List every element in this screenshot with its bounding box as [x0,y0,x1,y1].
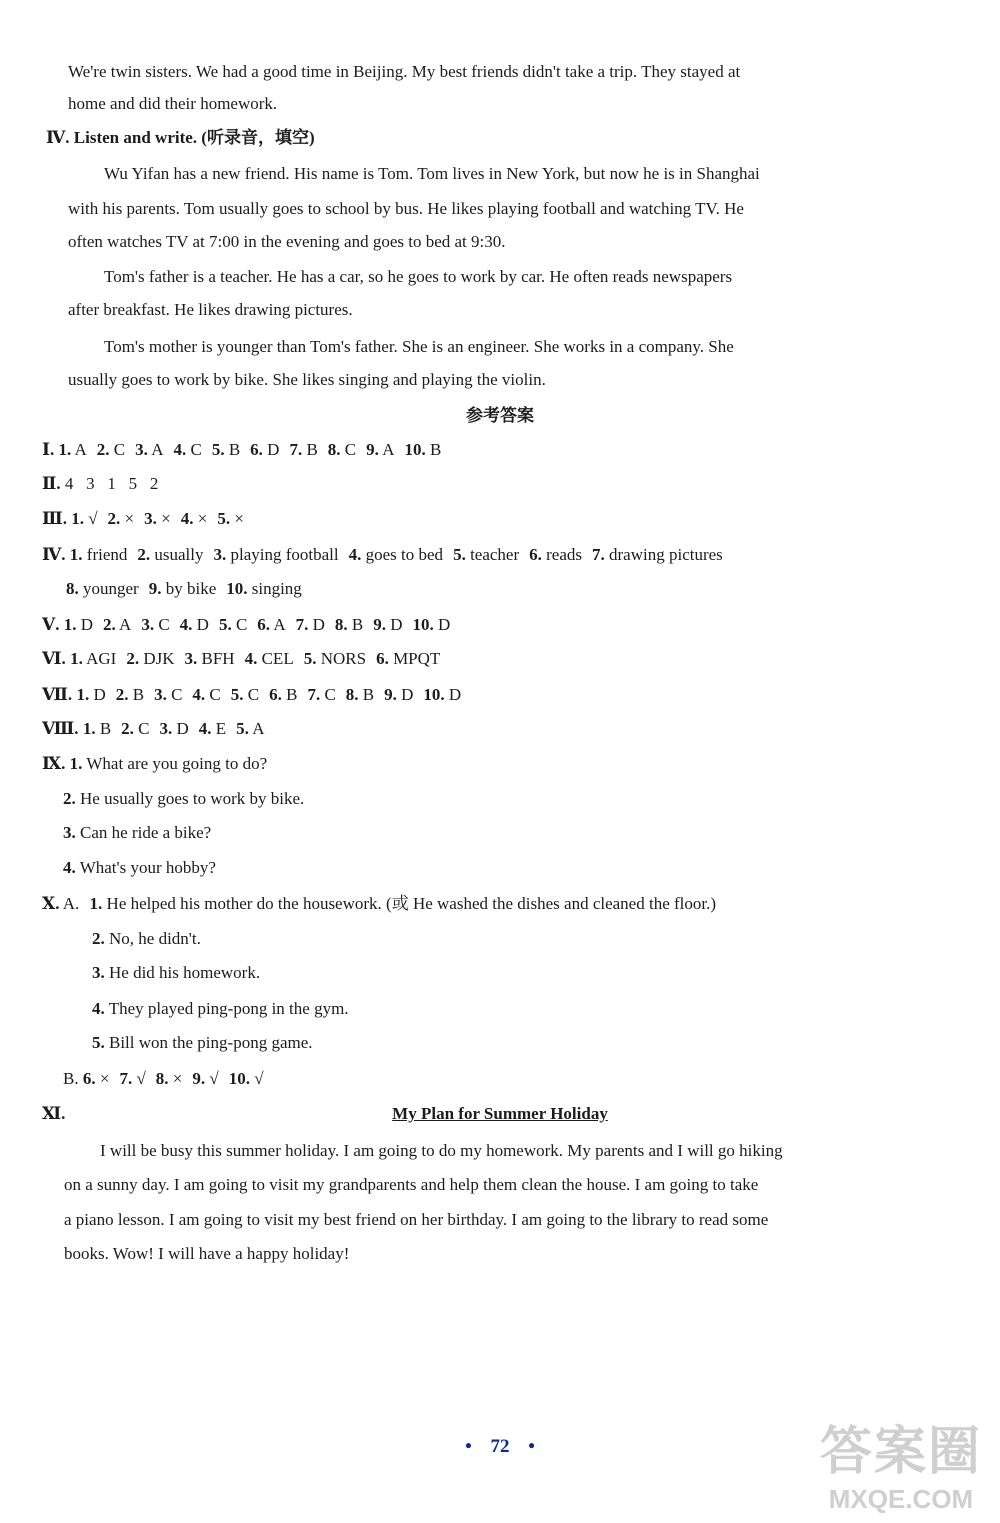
answer-value: B [95,719,112,738]
q-number: 1. [89,894,103,913]
watermark [820,1409,982,1515]
answer-number: 1. [76,685,90,704]
answer-number: 8. [155,1069,169,1088]
page-number-value: 72 [490,1436,510,1457]
answer-row-7 [42,684,461,706]
answer-number: 8. [345,685,359,704]
row-label: Ⅸ. [42,754,66,773]
answer-value: BFH [197,649,235,668]
answer-value: B [224,440,241,459]
answer-row-2 [42,473,158,495]
answer-value: C [133,719,150,738]
answer-number: 10. [423,685,445,704]
answer-number: 6. [529,545,542,564]
answer-value: × [156,509,171,528]
answer-value: A [270,615,286,634]
answer-value: DJK [139,649,175,668]
answer-number: 5. [230,685,244,704]
q-text: What's your hobby? [79,858,216,877]
answer-number: 10. [228,1069,250,1088]
para2-line-1: Tom's father is a teacher. He has a car, so he goes to work by car. He often reads newspapers [104,267,733,286]
answer-row-9-q1 [42,753,267,775]
answer-row-8 [42,718,265,740]
answer-value: A [248,719,265,738]
answer-row-10-a1 [42,893,716,915]
answer-row-1 [42,439,441,461]
answer-number: 5. [218,615,232,634]
answer-number: 4. [180,509,194,528]
row-label: Ⅱ. [42,474,61,493]
answer-row-4b [66,578,302,600]
answer-row-9-q4 [63,857,216,879]
answer-value: √ [83,509,98,528]
answer-number: 4. [198,719,212,738]
answer-number: 6. [82,1069,96,1088]
answer-items [70,649,440,668]
answer-number: 7. [307,685,321,704]
row-label: Ⅰ. [42,440,55,459]
answer-value: B [347,615,364,634]
answer-number: 1. [82,719,96,738]
answer-number: 4. [192,685,206,704]
answer-value: goes to bed [361,545,444,564]
row-label-11: Ⅺ. [42,1104,66,1123]
essay-line-2: on a sunny day. I am going to visit my grandparents and help them clean the house. I am going to take [64,1175,759,1194]
answer-value: reads [541,545,583,564]
answer-items [83,1069,264,1088]
essay-line-1: I will be busy this summer holiday. I am going to do my homework. My parents and I will go hiking [100,1141,783,1160]
para1-line-2: with his parents. Tom usually goes to school by bus. He likes playing football and watching TV. He [68,199,744,218]
answer-items [58,440,441,459]
essay-line-3: a piano lesson. I am going to visit my best friend on her birthday. I am going to the library to read some [64,1210,769,1229]
row-label: Ⅵ. [42,649,66,668]
answer-number: 10. [404,440,426,459]
answer-value: √ [249,1069,264,1088]
answer-row-9-q3 [63,822,211,844]
answer-value: D [444,685,462,704]
answers-heading: 参考答案 [466,406,534,425]
answer-number: 9. [192,1069,206,1088]
answer-number: 2. [137,545,151,564]
answer-row-10-a5 [92,1032,313,1054]
answer-items [76,685,461,704]
answer-value: friend [82,545,128,564]
answer-value: singing [247,579,302,598]
answer-value: D [89,685,106,704]
answer-value: drawing pictures [604,545,723,564]
answer-number: 6. [257,615,271,634]
answer-row-6 [42,648,440,670]
para3-line-2: usually goes to work by bike. She likes singing and playing the violin. [68,370,546,389]
answer-number: 3. [135,440,148,459]
answer-number: 1. [58,440,72,459]
answer-value: usually [150,545,204,564]
answer-value: C [231,615,248,634]
answer-value: × [230,509,244,528]
part-label: B. [63,1069,79,1088]
q-text: Bill won the ping-pong game. [109,1033,313,1052]
row-label: Ⅷ. [42,719,79,738]
answer-number: 7. [295,615,309,634]
answer-value: × [193,509,208,528]
answer-number: 1. [63,615,77,634]
answer-number: 1. [71,509,84,528]
answer-number: 1. [69,545,83,564]
answer-value: A [71,440,87,459]
answer-value: √ [132,1069,146,1088]
answer-number: 3. [213,545,227,564]
answer-number: 6. [250,440,263,459]
para2-line-2: after breakfast. He likes drawing pictures. [68,300,353,319]
answer-number: 2. [115,685,129,704]
answer-number: 9. [366,440,379,459]
q-text: He did his homework. [109,963,261,982]
q-number: 4. [92,999,105,1018]
answer-number: 2. [96,440,110,459]
answer-number: 5. [236,719,249,738]
answer-row-3 [42,508,244,530]
answer-value: C [166,685,183,704]
answer-row-10-a3 [92,962,260,984]
row-label: Ⅹ. [42,894,60,913]
para1-line-1: Wu Yifan has a new friend. His name is Tom. Tom lives in New York, but now he is in Shanghai [104,164,760,183]
q-number: 4. [63,858,76,877]
answer-number: 5. [217,509,231,528]
row-label: Ⅲ. [42,509,67,528]
q-number: 2. [63,789,76,808]
answer-number: 10. [226,579,248,598]
answer-value: A [147,440,164,459]
answer-number: 3. [141,615,155,634]
answer-row-10-b [63,1068,264,1090]
answer-value: C [243,685,260,704]
answer-number: 8. [334,615,348,634]
q-text: What are you going to do? [86,754,268,773]
answer-value: younger [78,579,139,598]
answer-value: AGI [82,649,117,668]
answer-value: D [262,440,280,459]
q-number: 2. [92,929,105,948]
answer-number: 5. [211,440,225,459]
answer-items [66,579,302,598]
answer-number: 4. [244,649,258,668]
answer-number: 3. [144,509,157,528]
answer-number: 1. [70,649,83,668]
answer-value: C [109,440,126,459]
section-iv-title: Ⅳ. Listen and write. (听录音，填空) [46,128,315,147]
answer-value: playing football [226,545,339,564]
q-text: Can he ride a bike? [80,823,212,842]
answer-number: 7. [592,545,605,564]
answer-row-10-a2 [92,928,201,950]
answer-number: 9. [148,579,162,598]
answer-value: B [128,685,145,704]
answer-value: C [186,440,202,459]
answer-value: B [425,440,442,459]
answer-value: teacher [465,545,520,564]
essay-line-4: books. Wow! I will have a happy holiday! [64,1244,350,1263]
essay-title-wrap [0,1103,1000,1125]
answer-value: C [154,615,170,634]
answer-number: 2. [107,509,121,528]
answer-value: D [433,615,451,634]
answer-value: B [302,440,318,459]
answer-number: 5. [303,649,317,668]
row-label: Ⅶ. [42,685,73,704]
answer-items [64,615,451,634]
answer-number: 2. [121,719,134,738]
watermark-logo-text: 答案圈 [819,1423,982,1481]
answer-number: 6. [376,649,389,668]
part-label: A. [62,894,80,913]
answer-value: NORS [316,649,367,668]
q-text: No, he didn't. [109,929,201,948]
q-number: 5. [92,1033,105,1052]
q-number: 1. [69,754,83,773]
q-text: He helped his mother do the housework. (或 He washed the dishes and cleaned the floor.) [106,894,717,913]
answer-number: 4. [348,545,362,564]
answer-number: 10. [412,615,434,634]
answer-row-10-a4 [92,998,349,1020]
intro-line-1: We're twin sisters. We had a good time in Beijing. My best friends didn't take a trip. They stayed at [68,62,741,81]
answer-value: D [76,615,93,634]
answer-value: E [211,719,227,738]
row-label: Ⅴ. [42,615,60,634]
answer-value: B [281,685,298,704]
answer-value: C [205,685,221,704]
q-text: They played ping-pong in the gym. [108,999,349,1018]
answer-number: 6. [269,685,282,704]
answer-row-4a [42,544,723,566]
answer-number: 4. [173,440,187,459]
answer-value: × [168,1069,183,1088]
answer-number: 2. [102,615,116,634]
answer-value: A [115,615,132,634]
answer-text: 4 3 1 5 2 [64,474,159,493]
answer-number: 4. [179,615,193,634]
answer-value: D [386,615,403,634]
answer-value: D [192,615,209,634]
answer-number: 7. [119,1069,133,1088]
answer-row-9-q2 [63,788,304,810]
answer-number: 3. [159,719,173,738]
watermark-url: MXQE.COM [828,1484,974,1514]
answer-value: by bike [161,579,217,598]
answer-value: A [378,440,395,459]
answer-value: C [340,440,357,459]
answer-value: MPQT [388,649,441,668]
answer-items [71,509,244,528]
answer-number: 8. [66,579,79,598]
answer-value: √ [205,1069,219,1088]
para3-line-1: Tom's mother is younger than Tom's father. She is an engineer. She works in a company. She [104,337,734,356]
answer-row-5 [42,614,450,636]
answer-value: B [358,685,375,704]
row-label: Ⅳ. [42,545,66,564]
answer-value: D [172,719,189,738]
answer-items [83,719,265,738]
answer-number: 3. [184,649,198,668]
answer-number: 7. [289,440,303,459]
q-number: 3. [63,823,76,842]
answer-number: 5. [453,545,466,564]
essay-title: My Plan for Summer Holiday [392,1104,608,1123]
answer-number: 9. [373,615,387,634]
answer-value: × [120,509,135,528]
answer-value: D [396,685,414,704]
answer-number: 2. [126,649,140,668]
page-dot-right: • [528,1436,535,1457]
answer-number: 3. [154,685,167,704]
intro-line-2: home and did their homework. [68,94,278,113]
answer-value: D [308,615,325,634]
answer-value: C [320,685,336,704]
q-number: 3. [92,963,105,982]
answer-value: CEL [257,649,294,668]
answer-number: 8. [327,440,341,459]
answer-number: 9. [384,685,397,704]
page-dot-left: • [465,1436,472,1457]
para1-line-3: often watches TV at 7:00 in the evening and goes to bed at 9:30. [68,232,506,251]
q-text: He usually goes to work by bike. [80,789,305,808]
answer-items [70,545,723,564]
answer-value: × [95,1069,110,1088]
